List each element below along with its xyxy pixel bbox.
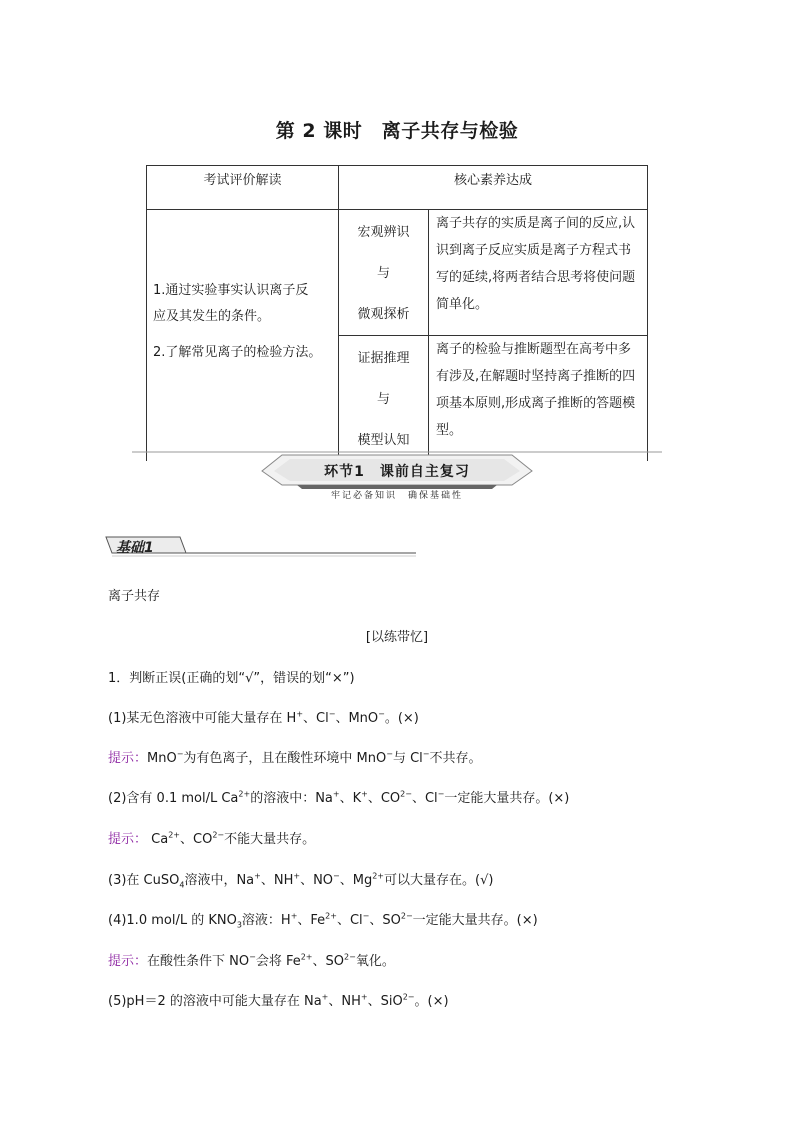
item-1: (1)某无色溶液中可能大量存在 H+、Cl−、MnO−。(×) [108,709,419,726]
item-2: (2)含有 0.1 mol/L $Ca^{2+}$的溶液中：Na+、K+、$CO^{2-}$、Cl−一定能大量共存。(×) [108,789,570,806]
literacy-text-1: 离子共存的实质是离子间的反应,认识到离子反应实质是离子方程式书写的延续,将两者结合思考将使问题简单化。 [429,210,648,336]
evaluation-item-1a: 1.通过实验事实认识离子反 [153,283,309,298]
question-1: 1．判断正误(正确的划“√”，错误的划“×”) [108,671,355,686]
literacy-text-2: 离子的检验与推断题型在高考中多有涉及,在解题时坚持离子推断的四项基本原则,形成离子推断的答题模型。 [429,336,648,462]
basis-badge-label: 基础1 [116,540,154,556]
hint-4: 提示：在酸性条件下 NO−会将 $Fe^{2+}$、$SO^{2-}$氧化。 [108,952,395,969]
hint-label: 提示： [108,954,148,969]
practice-label: [以练带忆] [365,630,429,645]
hint-label: 提示： [108,751,148,766]
hint-2: 提示： $Ca^{2+}$、$CO^{2-}$不能大量共存。 [108,830,316,847]
evaluation-item-1b: 应及其发生的条件。 [153,309,271,324]
hint-label: 提示： [108,832,148,847]
item-5: (5)pH＝2 的溶液中可能大量存在 Na+、NH+、SiO$^{2-}$。(×) [108,992,449,1009]
hint-1: 提示：MnO−为有色离子，且在酸性环境中 MnO−与 Cl−不共存。 [108,749,482,766]
topic-heading: 离子共存 [108,589,161,604]
header-exam-evaluation: 考试评价解读 [147,166,339,210]
item-4: (4)1.0 mol/L 的 $KNO_3$溶液：H+、$Fe^{2+}$、Cl−、$SO^{2-}$一定能大量共存。(×) [108,911,538,930]
evaluation-item-2: 2.了解常见离子的检验方法。 [153,345,322,360]
section-band-label: 环节1 课前自主复习 [324,464,470,480]
item-3: (3)在 CuSO$_4$溶液中，Na+、NH+、NO−、$Mg^{2+}$可以大量存在。(√) [108,871,494,890]
header-core-literacy: 核心素养达成 [339,166,648,210]
literacy-label-1: 宏观辨识 与 微观探析 [339,210,429,336]
section-band-subtitle: 牢记必备知识 确保基础性 [330,491,463,501]
objectives-table [146,165,648,461]
page-title: 第 2 课时 离子共存与检验 [275,120,519,142]
evaluation-cell [147,210,339,462]
literacy-label-2: 证据推理 与 模型认知 [339,336,429,462]
